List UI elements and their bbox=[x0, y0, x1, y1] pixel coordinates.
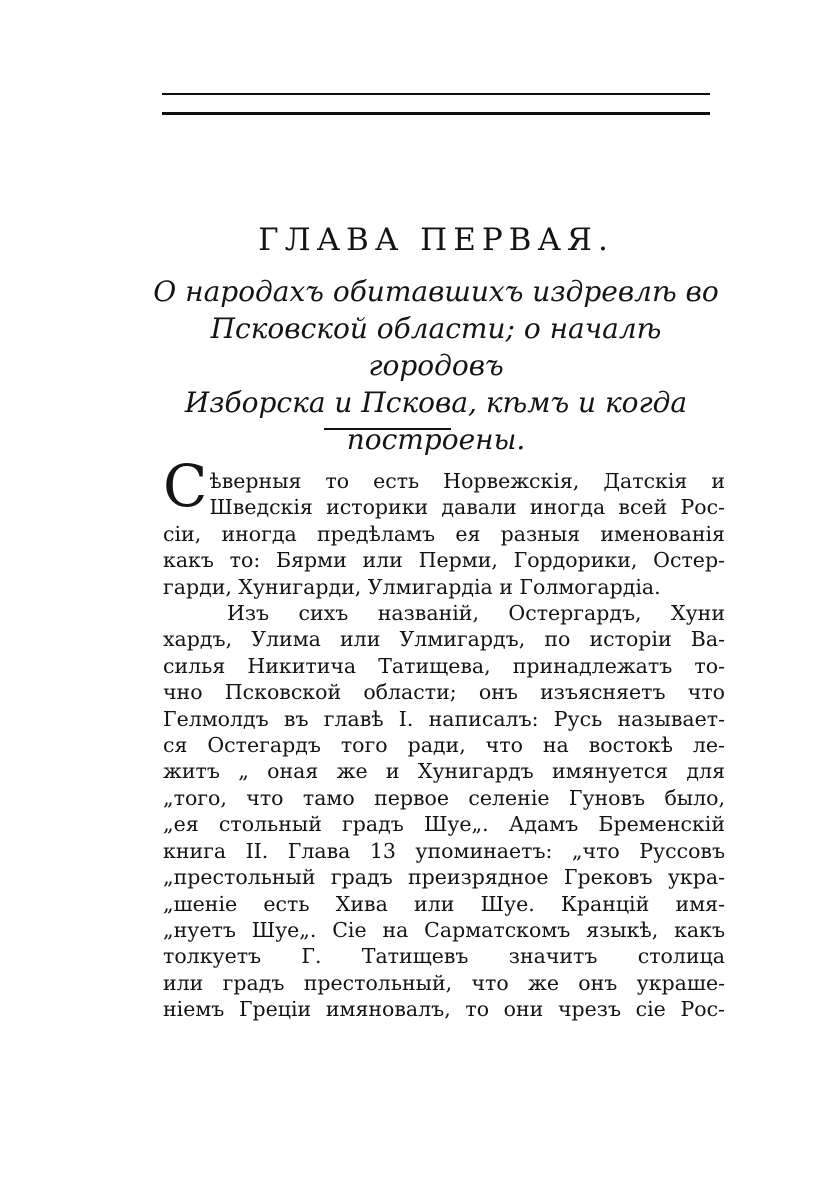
text-line: Шведскія историки давали иногда всей Рос- bbox=[209, 495, 725, 520]
text-line: толкуетъ Г. Татищевъ значитъ столица bbox=[163, 944, 725, 969]
subtitle-line: О народахъ обитавшихъ издревлѣ во bbox=[153, 275, 719, 308]
text-line: житъ „ оная же и Хунигардъ имянуется для bbox=[163, 759, 725, 784]
text-line: ѣверныя то есть Норвежскія, Датскія и bbox=[209, 469, 725, 493]
text-line: „ея стольный градъ Шуе„. Адамъ Бременскій bbox=[163, 812, 725, 837]
text-line: какъ то: Бярми или Перми, Гордорики, Остер- bbox=[163, 548, 725, 573]
text-line: „нуетъ Шуе„. Сіе на Сарматскомъ языкѣ, какъ bbox=[163, 917, 725, 942]
text-line: гарди, Хунигарди, Улмигардіа и Голмогардіа. bbox=[163, 574, 661, 599]
drop-cap: С bbox=[163, 452, 208, 520]
text-line: или градъ престольный, что же онъ украше- bbox=[163, 970, 725, 995]
section-divider bbox=[324, 428, 451, 430]
header-rule-top bbox=[162, 93, 710, 95]
text-line: хардъ, Улима или Улмигардъ, по исторіи Ва- bbox=[163, 627, 725, 652]
text-line: „того, что тамо первое селеніе Гуновъ было, bbox=[163, 785, 725, 810]
text-line: силья Никитича Татищева, принадлежатъ то- bbox=[163, 653, 725, 678]
text-line: „престольный градъ преизрядное Грековъ укра- bbox=[163, 865, 725, 890]
text-line: сіи, иногда предѣламъ ея разныя именованія bbox=[163, 521, 725, 546]
chapter-title: ГЛАВА ПЕРВАЯ. bbox=[258, 222, 614, 258]
text-line: ніемъ Греціи имяновалъ, то они чрезъ сіе Рос- bbox=[163, 997, 725, 1022]
text-line: чно Псковской области; онъ изъясняетъ что bbox=[163, 680, 725, 705]
text-line: ся Остегардъ того ради, что на востокѣ ле- bbox=[163, 733, 725, 758]
text-line: „шеніе есть Хива или Шуе. Кранцій имя- bbox=[163, 891, 725, 916]
body-text bbox=[163, 452, 725, 1023]
header-rule-bottom bbox=[162, 112, 710, 115]
subtitle-line: Псковской области; о началѣ городовъ bbox=[210, 312, 662, 382]
text-line: Изъ сихъ названій, Остергардъ, Хуни bbox=[227, 601, 725, 626]
subtitle-line: Изборска и Пскова, кѣмъ и когда bbox=[184, 386, 688, 419]
text-line: книга II. Глава 13 упоминаетъ: „что Руссовъ bbox=[163, 838, 725, 863]
subtitle-line: построены. bbox=[346, 423, 526, 456]
text-line: Гелмолдъ въ главѣ I. написалъ: Русь называет- bbox=[163, 706, 725, 731]
chapter-subtitle bbox=[150, 273, 722, 458]
